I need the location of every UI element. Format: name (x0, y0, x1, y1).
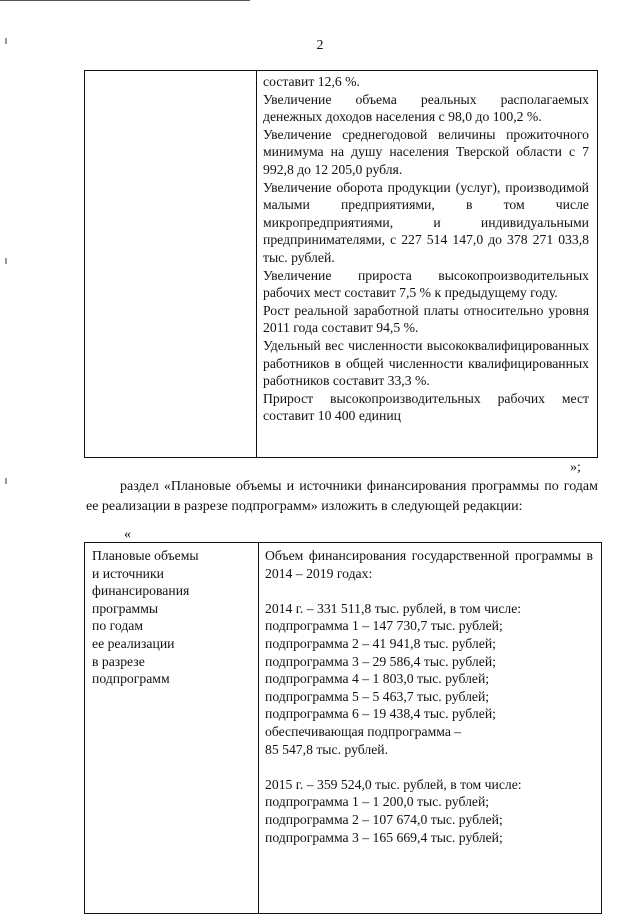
page-number: 2 (316, 38, 324, 53)
indicator-paragraph: составит 12,6 %. (263, 74, 360, 89)
year-2014-line: подпрограмма 1 – 147 730,7 тыс. рублей; (265, 618, 503, 634)
indicator-paragraph: Удельный вес численности высококвалифицированных работников в общей численности квалифицированных работников составит 33,3 %. (263, 337, 589, 389)
year-2015-line: подпрограмма 1 – 1 200,0 тыс. рублей; (265, 794, 490, 810)
year-2014-line: подпрограмма 3 – 29 586,4 тыс. рублей; (265, 653, 496, 669)
margin-mark (5, 478, 7, 484)
indicator-paragraph: Увеличение прироста высокопроизводительных рабочих мест составит 7,5 % к предыдущему году. (263, 267, 589, 301)
amendment-intro-text: раздел «Плановые объемы и источники финансирования программы по годам ее реализации в разрезе подпрограмм» изложить в следующей редакции: (86, 479, 598, 514)
margin-mark (5, 258, 7, 264)
spacer (265, 758, 593, 776)
financing-label-cell (85, 543, 259, 914)
financing-text-cell (259, 543, 602, 914)
indicator-paragraph: Рост реальной заработной платы относительно уровня 2011 года составит 94,5 %. (263, 302, 589, 336)
top-rule (0, 0, 250, 1)
year-2014-line: подпрограмма 6 – 19 438,4 тыс. рублей; (265, 706, 496, 722)
year-2014-line: подпрограмма 2 – 41 941,8 тыс. рублей; (265, 635, 496, 651)
label-line: ее реализации (92, 635, 175, 651)
financing-header: Объем финансирования государственной программы в 2014 – 2019 годах: (265, 548, 593, 581)
year-2015-line: подпрограмма 3 – 165 669,4 тыс. рублей; (265, 829, 503, 845)
financing-table (84, 542, 602, 914)
label-line: Плановые объемы (92, 548, 199, 563)
year-2014-line: 85 547,8 тыс. рублей. (265, 741, 389, 757)
closing-quote: »; (570, 460, 581, 475)
year-2014-total: 2014 г. – 331 511,8 тыс. рублей, в том числе: (265, 600, 522, 616)
label-line: подпрограмм (92, 671, 170, 687)
indicators-text-cell (257, 71, 598, 458)
label-line: в разрезе (92, 653, 145, 669)
label-line: программы (92, 600, 159, 616)
indicators-table (84, 70, 598, 458)
year-2014-line: подпрограмма 4 – 1 803,0 тыс. рублей; (265, 671, 490, 687)
indicator-paragraph: Увеличение объема реальных располагаемых денежных доходов населения с 98,0 до 100,2 %. (263, 91, 589, 125)
spacer (265, 582, 593, 600)
year-2015-line: подпрограмма 2 – 107 674,0 тыс. рублей; (265, 811, 503, 827)
indicator-paragraph: Увеличение оборота продукции (услуг), производимой малыми предприятиями, в том числе микропредприятиями, и индивидуальными предпринимателями, с 227 514 147,0 до 378 271 033,8 тыс. рублей. (263, 179, 589, 265)
year-2014-line: обеспечивающая подпрограмма – (265, 723, 462, 739)
indicators-label-cell (85, 71, 257, 458)
label-line: по годам (92, 618, 144, 634)
label-line: финансирования (92, 583, 190, 599)
year-2014-line: подпрограмма 5 – 5 463,7 тыс. рублей; (265, 688, 490, 704)
year-2015-total: 2015 г. – 359 524,0 тыс. рублей, в том числе: (265, 776, 522, 792)
opening-quote: « (124, 527, 131, 542)
indicator-paragraph: Увеличение среднегодовой величины прожиточного минимума на душу населения Тверской области с 7 992,8 до 12 205,0 рубля. (263, 126, 589, 177)
label-line: и источники (92, 565, 164, 581)
indicator-paragraph: Прирост высокопроизводительных рабочих мест составит 10 400 единиц (263, 390, 589, 424)
